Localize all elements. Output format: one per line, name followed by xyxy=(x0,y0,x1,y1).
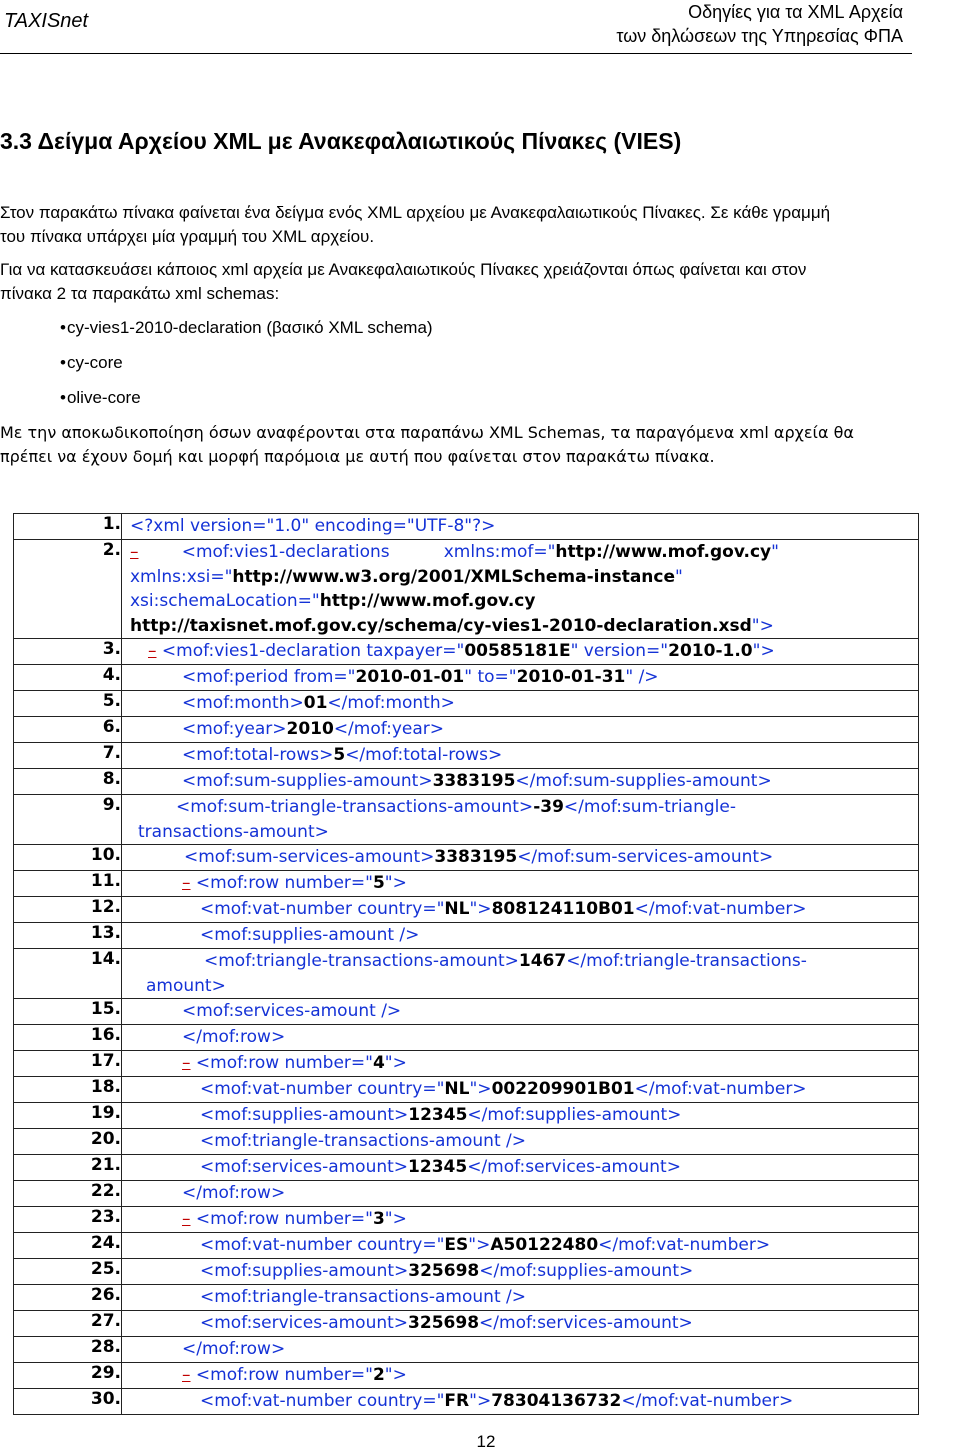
xml-markup: xmlns:xsi=" xyxy=(130,566,233,587)
xml-code-line xyxy=(122,1051,919,1077)
xml-code-line xyxy=(122,999,919,1025)
line-number: 11. xyxy=(14,871,122,897)
xml-value: 325698 xyxy=(408,1261,480,1281)
table-row xyxy=(14,540,919,639)
table-row xyxy=(14,1025,919,1051)
table-row xyxy=(14,1259,919,1285)
xml-value: 2010-01-01 xyxy=(355,667,465,687)
table-row xyxy=(14,1363,919,1389)
line-number: 29. xyxy=(14,1363,122,1389)
line-number: 21. xyxy=(14,1155,122,1181)
xml-markup: </mof:total-rows> xyxy=(345,745,503,765)
xml-markup: <mof:sum-services-amount> xyxy=(184,847,435,867)
xml-markup: </mof:sum-services-amount> xyxy=(517,847,774,867)
xml-markup: </mof:vat-number> xyxy=(621,1391,794,1411)
xml-value: 2010 xyxy=(286,719,334,739)
intro-2-line-1: Για να κατασκευάσει κάποιος xml αρχεία με Ανακεφαλαιωτικούς Πίνακες χρειάζονται όπως φαίνεται και στον xyxy=(0,260,807,279)
xml-value: 325698 xyxy=(408,1313,480,1333)
xml-markup: </mof:sum-supplies-amount> xyxy=(515,771,772,791)
xml-markup: </mof:triangle-transactions- xyxy=(566,951,807,971)
collapse-marker[interactable]: – xyxy=(182,1365,191,1385)
xml-code-line xyxy=(122,743,919,769)
table-row xyxy=(14,1103,919,1129)
xml-code-line xyxy=(122,897,919,923)
xml-markup: xsi:schemaLocation=" xyxy=(130,591,320,611)
header-brand: TAXISnet xyxy=(4,10,89,32)
xml-value: 00585181E xyxy=(464,641,571,661)
table-row xyxy=(14,717,919,743)
xml-value: 1467 xyxy=(518,951,567,971)
line-number: 15. xyxy=(14,999,122,1025)
schema-list-item: • olive-core xyxy=(60,384,433,419)
xml-code-line xyxy=(122,540,919,639)
xml-code-line xyxy=(122,639,919,665)
xml-value: 78304136732 xyxy=(491,1391,622,1411)
header-divider xyxy=(0,53,912,54)
table-row xyxy=(14,897,919,923)
xml-value: 3 xyxy=(372,1209,385,1229)
intro-1-line-1: Στον παρακάτω πίνακα φαίνεται ένα δείγμα ενός XML αρχείου με Ανακεφαλαιωτικούς Πίνακες. Σε κάθε γραμμή xyxy=(0,203,831,222)
xml-markup: <mof:vat-number country=" xyxy=(200,1391,445,1411)
intro-3-line-2: πρέπει να έχουν δομή και μορφή παρόμοια με αυτή που φαίνεται στον παρακάτω πίνακα. xyxy=(0,447,715,466)
table-row xyxy=(14,999,919,1025)
xml-code-line xyxy=(122,795,919,845)
xml-code-line xyxy=(122,769,919,795)
table-row xyxy=(14,1233,919,1259)
xml-code-line xyxy=(122,1129,919,1155)
collapse-marker[interactable]: – xyxy=(148,641,157,661)
xml-code-line xyxy=(122,949,919,999)
line-number: 1. xyxy=(14,514,122,540)
xml-value: 002209901B01 xyxy=(491,1079,635,1099)
xml-markup: <mof:month> xyxy=(182,693,304,713)
xml-markup: "> xyxy=(384,1365,407,1385)
table-row xyxy=(14,795,919,845)
xml-code-line xyxy=(122,1207,919,1233)
xml-markup: <mof:row number=" xyxy=(190,1365,373,1385)
line-number: 9. xyxy=(14,795,122,845)
xml-value: 2 xyxy=(372,1365,385,1385)
xml-markup: </mof:row> xyxy=(182,1183,286,1203)
xml-markup: <mof:sum-triangle-transactions-amount> xyxy=(176,797,534,817)
xml-markup: " version=" xyxy=(570,641,669,661)
line-number: 12. xyxy=(14,897,122,923)
line-number: 6. xyxy=(14,717,122,743)
xml-markup: </mof:vat-number> xyxy=(598,1235,771,1255)
line-number: 19. xyxy=(14,1103,122,1129)
header-document-title xyxy=(616,0,903,48)
schema-list-item: • cy-core xyxy=(60,349,433,384)
xml-markup: "> xyxy=(751,615,774,636)
xml-markup: </mof:vat-number> xyxy=(634,1079,807,1099)
xml-code-line xyxy=(122,1389,919,1415)
xml-markup: "> xyxy=(384,1053,407,1073)
xml-markup: </mof:row> xyxy=(182,1027,286,1047)
line-number: 28. xyxy=(14,1337,122,1363)
collapse-marker[interactable]: – xyxy=(182,873,191,893)
xml-value: 12345 xyxy=(408,1157,468,1177)
table-row xyxy=(14,923,919,949)
xml-markup: <mof:vat-number country=" xyxy=(200,899,445,919)
table-row xyxy=(14,1311,919,1337)
xml-markup: "> xyxy=(469,1391,492,1411)
table-row xyxy=(14,639,919,665)
xml-value: http://www.mof.gov.cy xyxy=(555,542,772,562)
xml-value: 12345 xyxy=(408,1105,468,1125)
collapse-marker[interactable]: – xyxy=(130,542,139,562)
xml-sample-body xyxy=(14,514,919,1415)
xml-markup: " to=" xyxy=(464,667,517,687)
schema-list-item: • cy-vies1-2010-declaration (βασικό XML schema) xyxy=(60,314,433,349)
xml-code-line xyxy=(122,1181,919,1207)
xml-markup: </mof:services-amount> xyxy=(479,1313,693,1333)
xml-code-line xyxy=(122,1077,919,1103)
xml-markup: <mof:row number=" xyxy=(190,1209,373,1229)
intro-paragraph-2 xyxy=(0,258,958,306)
table-row xyxy=(14,1051,919,1077)
table-row xyxy=(14,665,919,691)
xml-value: 5 xyxy=(333,745,346,765)
header-title-line-2: των δηλώσεων της Υπηρεσίας ΦΠΑ xyxy=(616,26,903,46)
xml-markup: <mof:supplies-amount> xyxy=(200,1261,409,1281)
page-number: 12 xyxy=(476,1432,496,1451)
intro-paragraph-3 xyxy=(0,421,958,469)
xml-code-line xyxy=(122,717,919,743)
xml-value: http://www.mof.gov.cy xyxy=(319,591,536,611)
xml-code-line xyxy=(122,665,919,691)
xml-value: 2010-01-31 xyxy=(516,667,626,687)
section-title: 3.3 Δείγμα Αρχείου XML με Ανακεφαλαιωτικούς Πίνακες (VIES) xyxy=(0,128,682,154)
table-row xyxy=(14,1155,919,1181)
line-number: 5. xyxy=(14,691,122,717)
table-row xyxy=(14,1077,919,1103)
intro-3-line-1: Με την αποκωδικοποίηση όσων αναφέρονται στα παραπάνω XML Schemas, τα παραγόμενα xml αρχεία θα xyxy=(0,423,854,442)
table-row xyxy=(14,1389,919,1415)
line-number: 22. xyxy=(14,1181,122,1207)
table-row xyxy=(14,871,919,897)
xml-markup: <mof:vat-number country=" xyxy=(200,1235,445,1255)
table-row xyxy=(14,769,919,795)
line-number: 17. xyxy=(14,1051,122,1077)
line-number: 23. xyxy=(14,1207,122,1233)
xml-markup: </mof:row> xyxy=(182,1339,286,1359)
xml-markup: <mof:triangle-transactions-amount> xyxy=(204,951,519,971)
line-number: 3. xyxy=(14,639,122,665)
table-row xyxy=(14,1181,919,1207)
xml-markup: <mof:triangle-transactions-amount /> xyxy=(200,1287,526,1307)
xml-markup: </mof:sum-triangle- xyxy=(563,797,736,817)
collapse-marker[interactable]: – xyxy=(182,1209,191,1229)
xml-value: 3383195 xyxy=(434,847,518,867)
header-title-line-1: Οδηγίες για τα XML Αρχεία xyxy=(688,2,903,22)
xml-value: NL xyxy=(444,1079,470,1099)
line-number: 18. xyxy=(14,1077,122,1103)
line-number: 4. xyxy=(14,665,122,691)
xml-markup: <mof:sum-supplies-amount> xyxy=(182,771,433,791)
xml-markup: "> xyxy=(469,899,492,919)
xml-markup: <mof:services-amount /> xyxy=(182,1001,402,1021)
xml-markup: </mof:supplies-amount> xyxy=(479,1261,694,1281)
xml-markup: "> xyxy=(752,641,775,661)
table-row xyxy=(14,514,919,540)
line-number: 26. xyxy=(14,1285,122,1311)
xml-markup: <mof:supplies-amount> xyxy=(200,1105,409,1125)
line-number: 25. xyxy=(14,1259,122,1285)
intro-1-line-2: του πίνακα υπάρχει μία γραμμή του XML αρχείου. xyxy=(0,227,375,246)
xml-value: 01 xyxy=(303,693,328,713)
xml-markup: <mof:total-rows> xyxy=(182,745,334,765)
xml-value: FR xyxy=(444,1391,470,1411)
xml-code-line xyxy=(122,871,919,897)
line-number: 14. xyxy=(14,949,122,999)
xml-code-line xyxy=(122,1103,919,1129)
xml-markup: amount> xyxy=(146,975,226,996)
xml-value: 4 xyxy=(372,1053,385,1073)
xml-markup: </mof:year> xyxy=(333,719,445,739)
intro-2-line-2: πίνακα 2 τα παρακάτω xml schemas: xyxy=(0,284,280,303)
xml-sample-table xyxy=(13,513,919,1415)
xml-markup: <mof:supplies-amount /> xyxy=(200,925,420,945)
table-row xyxy=(14,743,919,769)
xml-value: ES xyxy=(444,1235,469,1255)
xml-markup: "> xyxy=(468,1235,491,1255)
xml-code-line xyxy=(122,1233,919,1259)
xml-markup: </mof:services-amount> xyxy=(467,1157,681,1177)
xml-markup: "> xyxy=(384,1209,407,1229)
xml-code-line xyxy=(122,691,919,717)
line-number: 2. xyxy=(14,540,122,639)
table-row xyxy=(14,691,919,717)
xml-markup: <mof:vat-number country=" xyxy=(200,1079,445,1099)
line-number: 10. xyxy=(14,845,122,871)
line-number: 7. xyxy=(14,743,122,769)
xml-markup: <?xml version="1.0" encoding="UTF-8"?> xyxy=(130,516,496,536)
xml-markup: <mof:year> xyxy=(182,719,287,739)
xml-code-line xyxy=(122,845,919,871)
xml-markup: <mof:triangle-transactions-amount /> xyxy=(200,1131,526,1151)
xml-code-line xyxy=(122,1155,919,1181)
xml-markup: "> xyxy=(384,873,407,893)
xml-code-line xyxy=(122,1363,919,1389)
xml-value: 808124110B01 xyxy=(491,899,635,919)
line-number: 8. xyxy=(14,769,122,795)
xml-markup: <mof:row number=" xyxy=(190,873,373,893)
collapse-marker[interactable]: – xyxy=(182,1053,191,1073)
xml-code-line xyxy=(122,1259,919,1285)
xml-code-line xyxy=(122,514,919,540)
xml-code-line xyxy=(122,1025,919,1051)
line-number: 24. xyxy=(14,1233,122,1259)
xml-markup: <mof:services-amount> xyxy=(200,1313,409,1333)
xml-markup: </mof:supplies-amount> xyxy=(467,1105,682,1125)
xml-markup: <mof:services-amount> xyxy=(200,1157,409,1177)
intro-paragraph-1 xyxy=(0,201,958,249)
line-number: 27. xyxy=(14,1311,122,1337)
line-number: 16. xyxy=(14,1025,122,1051)
xml-value: http://taxisnet.mof.gov.cy/schema/cy-vies1-2010-declaration.xsd xyxy=(130,615,752,636)
xml-markup: </mof:vat-number> xyxy=(634,899,807,919)
xml-value: -39 xyxy=(533,797,564,817)
xml-code-line xyxy=(122,1337,919,1363)
xml-value: http://www.w3.org/2001/XMLSchema-instance xyxy=(232,566,676,587)
xml-value: 2010-1.0 xyxy=(668,641,753,661)
xml-code-line xyxy=(122,1311,919,1337)
xml-markup: " xyxy=(675,566,683,587)
table-row xyxy=(14,845,919,871)
xml-markup: " /> xyxy=(625,667,659,687)
xml-markup: "> xyxy=(469,1079,492,1099)
xml-value: NL xyxy=(444,899,470,919)
xml-value: A50122480 xyxy=(490,1235,599,1255)
xml-markup: </mof:month> xyxy=(327,693,455,713)
table-row xyxy=(14,1207,919,1233)
xml-value: 5 xyxy=(372,873,385,893)
table-row xyxy=(14,1129,919,1155)
xml-code-line xyxy=(122,923,919,949)
xml-markup: transactions-amount> xyxy=(138,821,329,842)
line-number: 20. xyxy=(14,1129,122,1155)
xml-markup: " xyxy=(771,542,779,562)
xml-markup: <mof:row number=" xyxy=(190,1053,373,1073)
table-row xyxy=(14,1285,919,1311)
line-number: 30. xyxy=(14,1389,122,1415)
schema-list xyxy=(60,314,433,419)
xml-markup: <mof:vies1-declaration taxpayer=" xyxy=(156,641,465,661)
xml-code-line xyxy=(122,1285,919,1311)
line-number: 13. xyxy=(14,923,122,949)
table-row xyxy=(14,1337,919,1363)
xml-value: 3383195 xyxy=(432,771,516,791)
xml-markup: <mof:period from=" xyxy=(182,667,356,687)
xml-markup: <mof:vies1-declarations xmlns:mof=" xyxy=(138,542,556,562)
table-row xyxy=(14,949,919,999)
